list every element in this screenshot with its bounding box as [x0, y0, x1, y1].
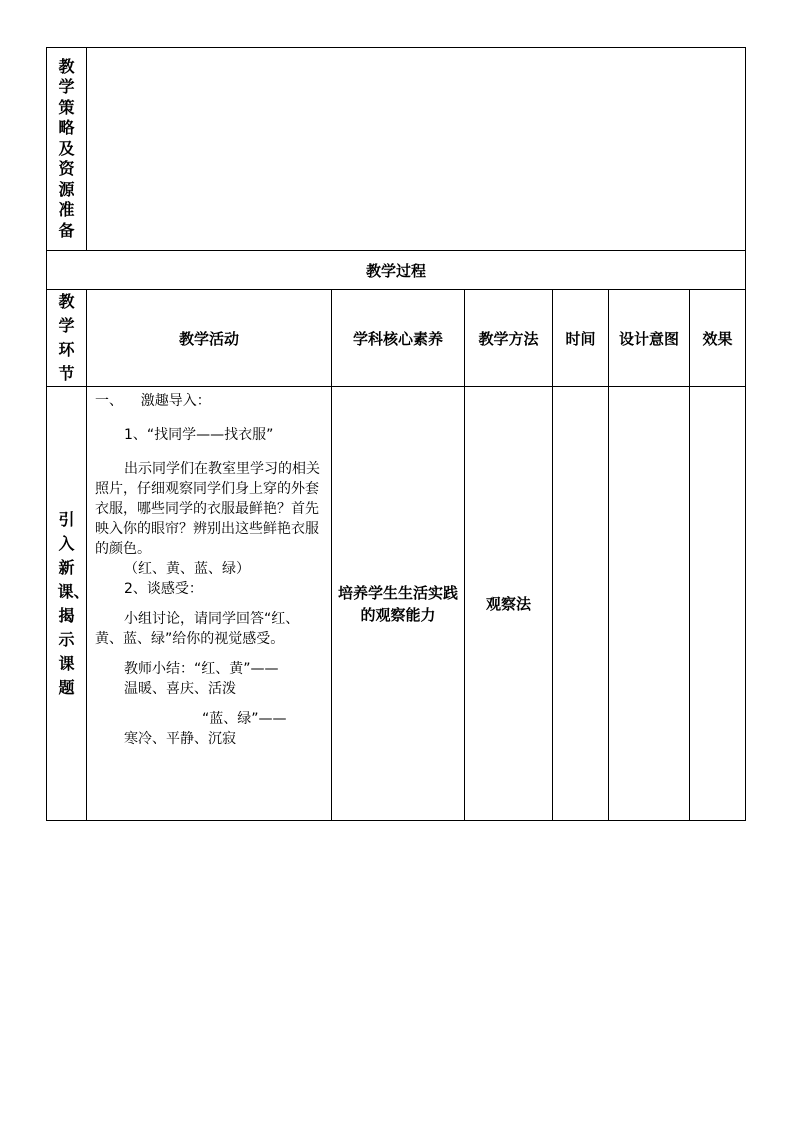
intro-effect — [690, 387, 746, 821]
header-literacy: 学科核心素养 — [332, 290, 465, 387]
intro-stage-label: 引入新课、揭示课题 — [57, 509, 90, 697]
column-header-row — [47, 290, 746, 387]
intro-stage-cell — [47, 387, 90, 821]
lesson-plan-table — [46, 47, 746, 821]
header-stage: 教学环节 — [58, 292, 75, 383]
activity-heading: 一、 激趣导入： — [95, 393, 211, 409]
strategy-row — [47, 48, 746, 251]
activity-summary1a: 教师小结：“红、黄”—— — [124, 661, 279, 677]
header-intent: 设计意图 — [609, 290, 690, 387]
intro-literacy: 培养学生生活实践的观察能力 — [332, 387, 465, 821]
intro-intent — [609, 387, 690, 821]
intro-method: 观察法 — [465, 387, 553, 821]
header-time: 时间 — [553, 290, 609, 387]
activity-colors: （红、黄、蓝、绿） — [124, 561, 250, 577]
strategy-label-cell — [47, 48, 87, 251]
header-method: 教学方法 — [465, 290, 553, 387]
header-effect: 效果 — [690, 290, 746, 387]
intro-activity-cell — [87, 387, 332, 821]
strategy-label: 教学策略及资源准备 — [58, 56, 75, 240]
activity-sub2: 2、谈感受： — [124, 581, 203, 597]
process-title: 教学过程 — [47, 251, 746, 290]
intro-time — [553, 387, 609, 821]
activity-summary2b: 寒冷、平静、沉寂 — [124, 731, 236, 747]
activity-para2: 小组讨论，请同学回答“红、黄、蓝、绿”给你的视觉感受。 — [95, 611, 300, 647]
activity-summary2a: “蓝、绿”—— — [202, 711, 287, 727]
activity-para1: 出示同学们在教室里学习的相关照片，仔细观察同学们身上穿的外套衣服，哪些同学的衣服最鲜艳？首先映入你的眼帘？辨别出这些鲜艳衣服的颜色。 — [95, 461, 320, 557]
header-activity: 教学活动 — [87, 290, 332, 387]
lesson-plan-table-wrapper — [46, 47, 745, 821]
intro-row — [47, 387, 746, 821]
strategy-content-cell — [87, 48, 746, 251]
header-stage-cell — [47, 290, 87, 387]
process-title-row — [47, 251, 746, 290]
activity-summary1b: 温暖、喜庆、活泼 — [124, 681, 236, 697]
activity-sub1: 1、“找同学——找衣服” — [124, 427, 274, 443]
